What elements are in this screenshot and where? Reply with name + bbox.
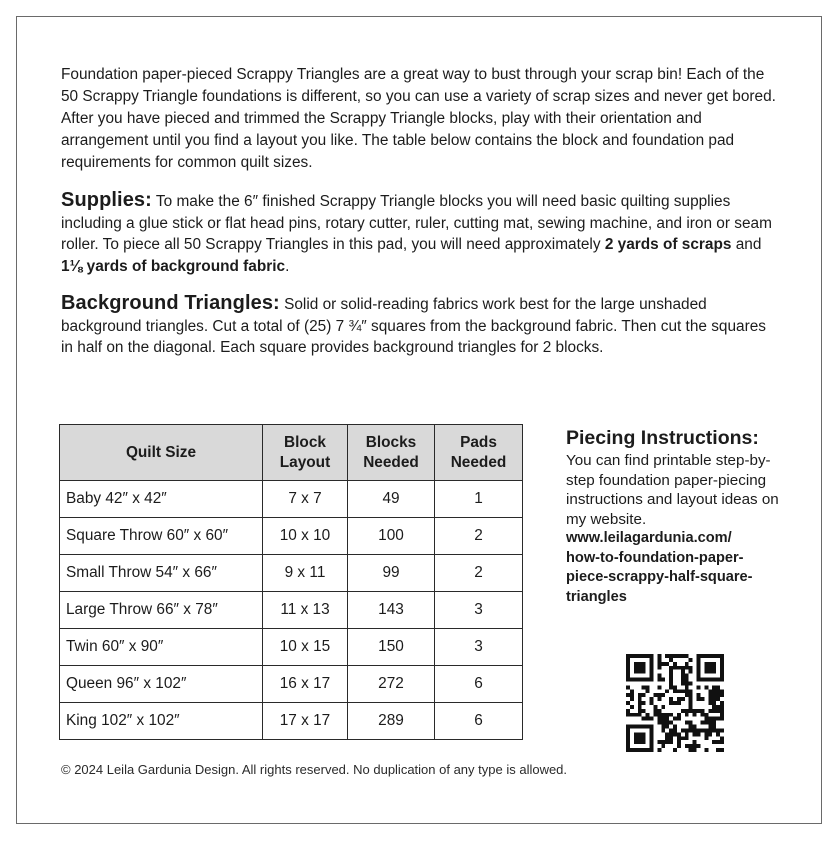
table-row xyxy=(60,666,523,703)
cell-block-layout: 17 x 17 xyxy=(263,703,348,740)
cell-pads-needed: 3 xyxy=(435,629,523,666)
supplies-end: . xyxy=(285,257,290,275)
cell-quilt-size: Square Throw 60″ x 60″ xyxy=(60,518,263,555)
background-triangles-paragraph xyxy=(61,293,781,359)
table-row xyxy=(60,703,523,740)
supplies-and: and xyxy=(731,236,762,253)
piecing-instructions xyxy=(566,426,786,607)
cell-blocks-needed: 150 xyxy=(348,629,435,666)
cell-quilt-size: Baby 42″ x 42″ xyxy=(60,481,263,518)
table-row xyxy=(60,592,523,629)
background-triangles-text: Solid or solid-reading fabrics work best for the large unshaded background triangles. Cut a total of (25) 7 ¾″ squares from the background fabric. Then cut the squares in half on the diagonal. Each square provides background triangles for 2 blocks. xyxy=(61,296,766,356)
cell-pads-needed: 2 xyxy=(435,555,523,592)
cell-pads-needed: 1 xyxy=(435,481,523,518)
header-pads-needed-line2: Needed xyxy=(450,453,507,471)
piecing-heading: Piecing Instructions: xyxy=(566,427,759,449)
supplies-paragraph xyxy=(61,190,781,277)
cell-blocks-needed: 272 xyxy=(348,666,435,703)
supplies-heading: Supplies: xyxy=(61,189,152,211)
cell-pads-needed: 3 xyxy=(435,592,523,629)
website-link-line: triangles xyxy=(566,588,627,605)
supplies-text: To make the 6″ finished Scrappy Triangle blocks you will need basic quilting supplies including a glue stick or flat head pins, rotary cutter, ruler, cutting mat, sewing machine, and iron or seam roller. To piece all 50 Scrappy Triangles in this pad, you will need approximately xyxy=(61,193,772,253)
table-row xyxy=(60,555,523,592)
qr-code-icon xyxy=(626,654,724,752)
piecing-body: You can find printable step-by-step foundation paper-piecing instructions and layout ideas on my website. xyxy=(566,452,779,528)
cell-block-layout: 16 x 17 xyxy=(263,666,348,703)
header-blocks-needed-line1: Blocks xyxy=(365,433,417,451)
website-link-line: www.leilagardunia.com/ xyxy=(566,530,732,546)
cell-pads-needed: 2 xyxy=(435,518,523,555)
header-pads-needed-line1: Pads xyxy=(460,433,497,451)
quilt-size-table xyxy=(59,424,523,740)
cell-block-layout: 9 x 11 xyxy=(263,555,348,592)
website-link-line: how-to-foundation-paper- xyxy=(566,549,744,566)
header-quilt-size: Quilt Size xyxy=(60,425,263,481)
cell-blocks-needed: 100 xyxy=(348,518,435,555)
header-block-layout xyxy=(263,425,348,481)
background-triangles-heading: Background Triangles: xyxy=(61,292,280,314)
cell-blocks-needed: 99 xyxy=(348,555,435,592)
cell-blocks-needed: 143 xyxy=(348,592,435,629)
cell-block-layout: 7 x 7 xyxy=(263,481,348,518)
cell-pads-needed: 6 xyxy=(435,666,523,703)
cell-block-layout: 11 x 13 xyxy=(263,592,348,629)
cell-quilt-size: Small Throw 54″ x 66″ xyxy=(60,555,263,592)
table-row xyxy=(60,481,523,518)
cell-quilt-size: Large Throw 66″ x 78″ xyxy=(60,592,263,629)
table-row xyxy=(60,518,523,555)
cell-quilt-size: Twin 60″ x 90″ xyxy=(60,629,263,666)
intro-paragraph: Foundation paper-pieced Scrappy Triangles are a great way to bust through your scrap bin! Each of the 50 Scrappy Triangle foundations is different, so you can use a variety of scrap sizes and never get bored. After you have pieced and trimmed the Scrappy Triangle blocks, play with their orientation and arrangement until you find a layout you like. The table below contains the block and foundation pad requirements for common quilt sizes. xyxy=(61,66,776,171)
header-blocks-needed-line2: Needed xyxy=(363,453,419,471)
cell-blocks-needed: 289 xyxy=(348,703,435,740)
cell-block-layout: 10 x 10 xyxy=(263,518,348,555)
website-link[interactable] xyxy=(566,529,786,607)
cell-quilt-size: Queen 96″ x 102″ xyxy=(60,666,263,703)
background-amount: 1⅛ yards of background fabric xyxy=(61,257,286,275)
table-row xyxy=(60,629,523,666)
cell-pads-needed: 6 xyxy=(435,703,523,740)
header-block-layout-line1: Block xyxy=(284,433,326,451)
header-blocks-needed xyxy=(348,425,435,481)
copyright-footer: © 2024 Leila Gardunia Design. All rights reserved. No duplication of any type is allowed. xyxy=(61,762,568,777)
cell-blocks-needed: 49 xyxy=(348,481,435,518)
cell-quilt-size: King 102″ x 102″ xyxy=(60,703,263,740)
website-link-line: piece-scrappy-half-square- xyxy=(566,569,753,585)
table-header-row xyxy=(60,425,523,481)
main-content xyxy=(61,64,781,359)
header-pads-needed xyxy=(435,425,523,481)
header-block-layout-line2: Layout xyxy=(279,453,331,471)
cell-block-layout: 10 x 15 xyxy=(263,629,348,666)
scraps-amount: 2 yards of scraps xyxy=(604,236,732,253)
